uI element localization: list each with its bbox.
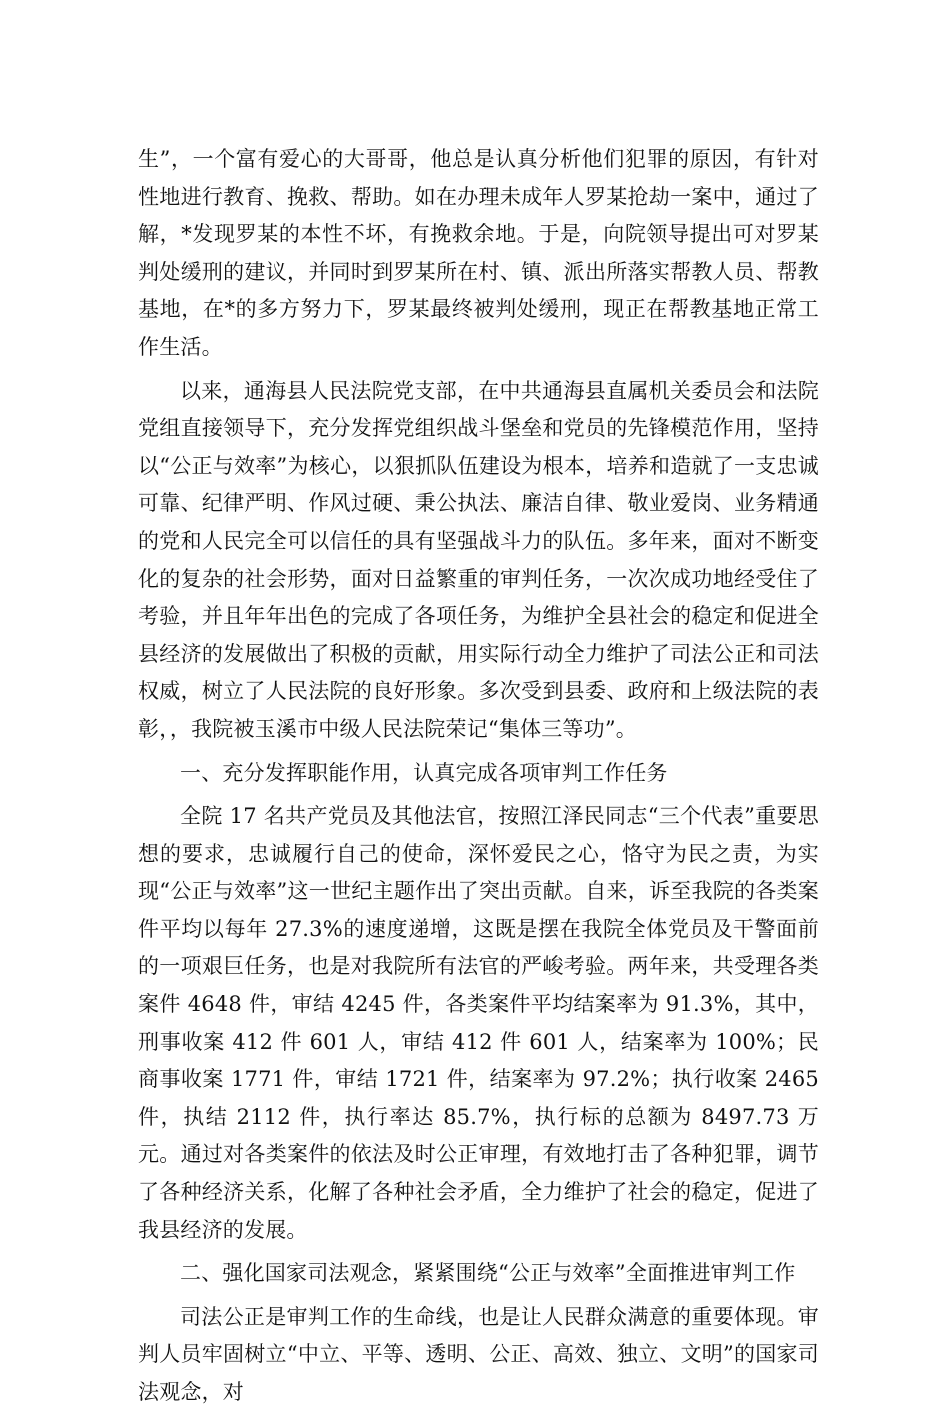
- paragraph-4: 司法公正是审判工作的生命线，也是让人民群众满意的重要体现。审判人员牢固树立“中立、平等、透明、公正、高效、独立、文明”的国家司法观念，对: [138, 1304, 819, 1404]
- document-page: [138, 141, 819, 1418]
- paragraph-2: 以来，通海县人民法院党支部，在中共通海县直属机关委员会和法院党组直接领导下，充分发挥党组织战斗堡垒和党员的先锋模范作用，坚持以“公正与效率”为核心，以狠抓队伍建设为根本，培养和造就了一支忠诚可靠、纪律严明、作风过硬、秉公执法、廉洁自律、敬业爱岗、业务精通的党和人民完全可以信任的具有坚强战斗力的队伍。多年来，面对不断变化的复杂的社会形势，面对日益繁重的审判任务，一次次成功地经受住了考验，并且年年出色的完成了各项任务，为维护全县社会的稳定和促进全县经济的发展做出了积极的贡献，用实际行动全力维护了司法公正和司法权威，树立了人民法院的良好形象。多次受到县委、政府和上级法院的表彰，，我院被玉溪市中级人民法院荣记“集体三等功”。: [138, 378, 819, 741]
- section-heading-2: 二、强化国家司法观念，紧紧围绕“公正与效率”全面推进审判工作: [180, 1261, 796, 1286]
- section-heading-1: 一、充分发挥职能作用，认真完成各项审判工作任务: [180, 760, 668, 785]
- paragraph-3: 全院 17 名共产党员及其他法官，按照江泽民同志“三个代表”重要思想的要求，忠诚履行自己的使命，深怀爱民之心，恪守为民之责，为实现“公正与效率”这一世纪主题作出了突出贡献。自来，诉至我院的各类案件平均以每年 27.3%的速度递增，这既是摆在我院全体党员及干警面前的一项艰巨任务，也是对我院所有法官的严峻考验。两年来，共受理各类案件 4648 件，审结 4245 件，各类案件平均结案率为 91.3%，其中，刑事收案 412 件 601 人，审结 412 件 601 人，结案率为 100%；民商事收案 1771 件，审结 1721 件，结案率为 97.2%；执行收案 2465 件，执结 2112 件，执行率达 85.7%，执行标的总额为 8497.73 万元。通过对各类案件的依法及时公正审理，有效地打击了各种犯罪，调节了各种经济关系，化解了各种社会矛盾，全力维护了社会的稳定，促进了我县经济的发展。: [138, 804, 819, 1242]
- paragraph-1: 生”，一个富有爱心的大哥哥，他总是认真分析他们犯罪的原因，有针对性地进行教育、挽救、帮助。如在办理未成年人罗某抢劫一案中，通过了解，*发现罗某的本性不坏，有挽救余地。于是，向院领导提出可对罗某判处缓刑的建议，并同时到罗某所在村、镇、派出所落实帮教人员、帮教基地，在*的多方努力下，罗某最终被判处缓刑，现正在帮教基地正常工作生活。: [138, 147, 819, 359]
